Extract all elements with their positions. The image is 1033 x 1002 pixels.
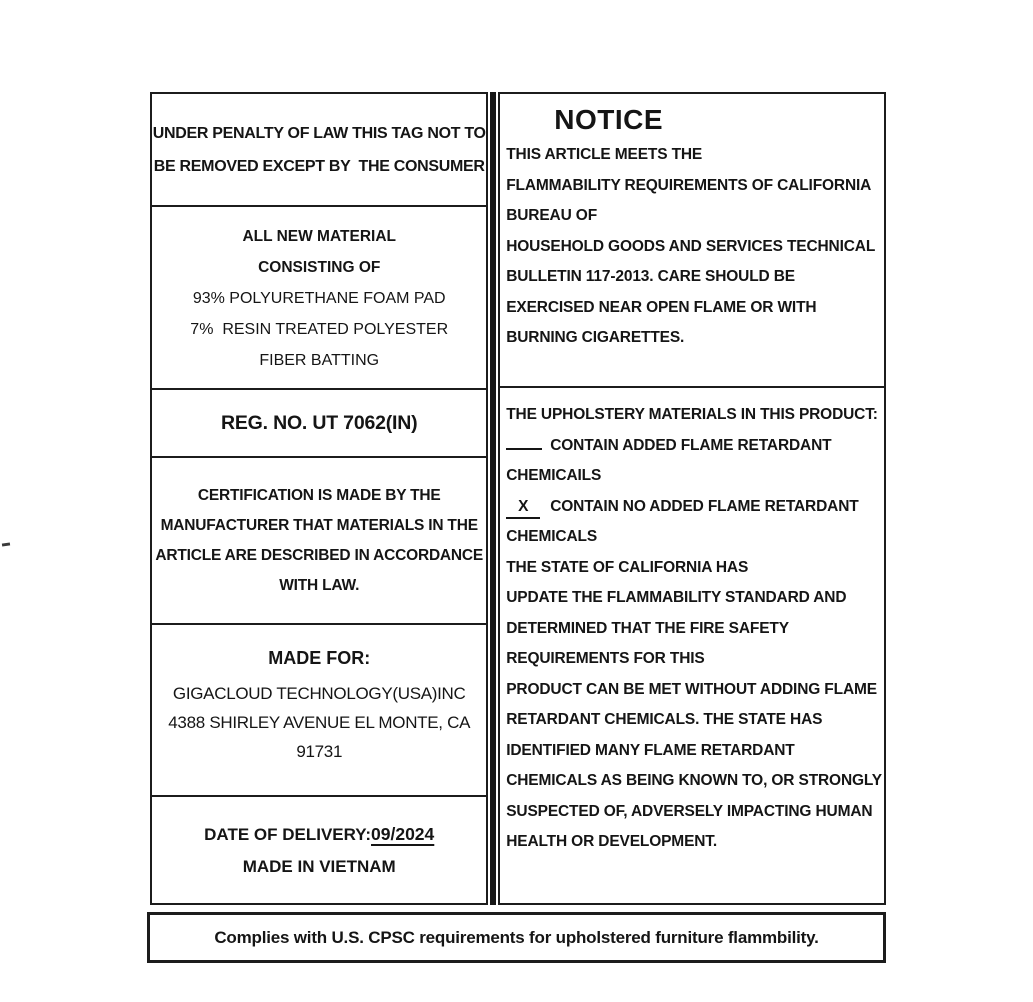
body-line-5: PRODUCT CAN BE MET WITHOUT ADDING FLAME [506,680,877,698]
material-line-2: 7% RESIN TREATED POLYESTER [190,321,449,338]
option-none-continuation: CHEMICALS [506,528,598,545]
certification-line-1: CERTIFICATION IS MADE BY THE [197,486,441,504]
registration-number-box [152,390,486,458]
body-line-1: THE STATE OF CALIFORNIA HAS [506,558,749,576]
body-line-10: HEALTH OR DEVELOPMENT. [506,833,718,850]
material-contents-box [152,207,486,390]
option-none-line [506,492,882,523]
left-column [150,92,488,905]
material-heading-1: ALL NEW MATERIAL [242,228,396,245]
flame-retardant-section [500,388,884,903]
column-divider [488,92,498,905]
certification-line-2: MANUFACTURER THAT MATERIALS IN THE [160,516,478,534]
company-zip: 91731 [296,742,343,761]
company-name: GIGACLOUD TECHNOLOGY(USA)INC [172,684,466,703]
notice-line-4: HOUSEHOLD GOODS AND SERVICES TECHNICAL [506,237,876,255]
column-divider-bar [490,92,496,905]
body-line-7: IDENTIFIED MANY FLAME RETARDANT [506,741,795,759]
penalty-statement-box [152,94,486,207]
certification-line-4: WITH LAW. [279,576,360,594]
delivery-date-box [152,797,486,903]
notice-line-7: BURNING CIGARETTES. [506,329,685,346]
notice-line-6: EXERCISED NEAR OPEN FLAME OR WITH [506,298,817,316]
certification-line-3: ARTICLE ARE DESCRIBED IN ACCORDANCE [155,546,484,564]
penalty-line-2: BE REMOVED EXCEPT BY THE CONSUMER [153,157,485,175]
body-line-6: RETARDANT CHEMICALS. THE STATE HAS [506,711,823,728]
company-address: 4388 SHIRLEY AVENUE EL MONTE, CA [168,713,471,732]
right-column [498,92,886,905]
notice-heading: NOTICE [554,104,663,135]
delivery-date-label: DATE OF DELIVERY: [204,824,372,844]
cpsc-compliance-box [147,912,886,963]
made-for-title: MADE FOR: [268,648,371,668]
certification-box [152,458,486,625]
cpsc-compliance-text: Complies with U.S. CPSC requirements for upholstered furniture flammbility. [214,927,819,947]
body-line-9: SUSPECTED OF, ADVERSELY IMPACTING HUMAN [506,802,873,820]
scan-artifact-mark [2,542,10,546]
upholstery-intro: THE UPHOLSTERY MATERIALS IN THIS PRODUCT: [506,406,878,423]
material-line-1: 93% POLYURETHANE FOAM PAD [192,290,446,307]
penalty-line-1: UNDER PENALTY OF LAW THIS TAG NOT TO [152,124,486,142]
law-label [150,92,886,905]
made-for-box [152,625,486,797]
material-line-3: FIBER BATTING [259,352,380,369]
option-added-continuation: CHEMICAILS [506,467,602,484]
body-line-8: CHEMICALS AS BEING KNOWN TO, OR STRONGLY [506,772,882,789]
x-checkbox-mark: X [506,497,540,519]
notice-line-3: BUREAU OF [506,207,598,224]
notice-line-2: FLAMMABILITY REQUIREMENTS OF CALIFORNIA [506,176,872,194]
body-line-2: UPDATE THE FLAMMABILITY STANDARD AND [506,589,847,606]
material-heading-2: CONSISTING OF [258,259,381,276]
notice-line-5: BULLETIN 117-2013. CARE SHOULD BE [506,268,795,285]
option-added-line [506,431,882,462]
body-line-3: DETERMINED THAT THE FIRE SAFETY [506,619,789,637]
delivery-date-line [204,818,434,851]
registration-number: REG. NO. UT 7062(IN) [220,411,418,434]
notice-section [500,94,884,388]
delivery-date-value: 09/2024 [371,823,435,844]
blank-checkbox-line [506,436,542,450]
option-none-text: CONTAIN NO ADDED FLAME RETARDANT [550,497,859,515]
country-of-origin: MADE IN VIETNAM [242,856,396,876]
option-added-text: CONTAIN ADDED FLAME RETARDANT [550,436,832,454]
notice-line-1: THIS ARTICLE MEETS THE [506,146,703,163]
body-line-4: REQUIREMENTS FOR THIS [506,650,705,667]
